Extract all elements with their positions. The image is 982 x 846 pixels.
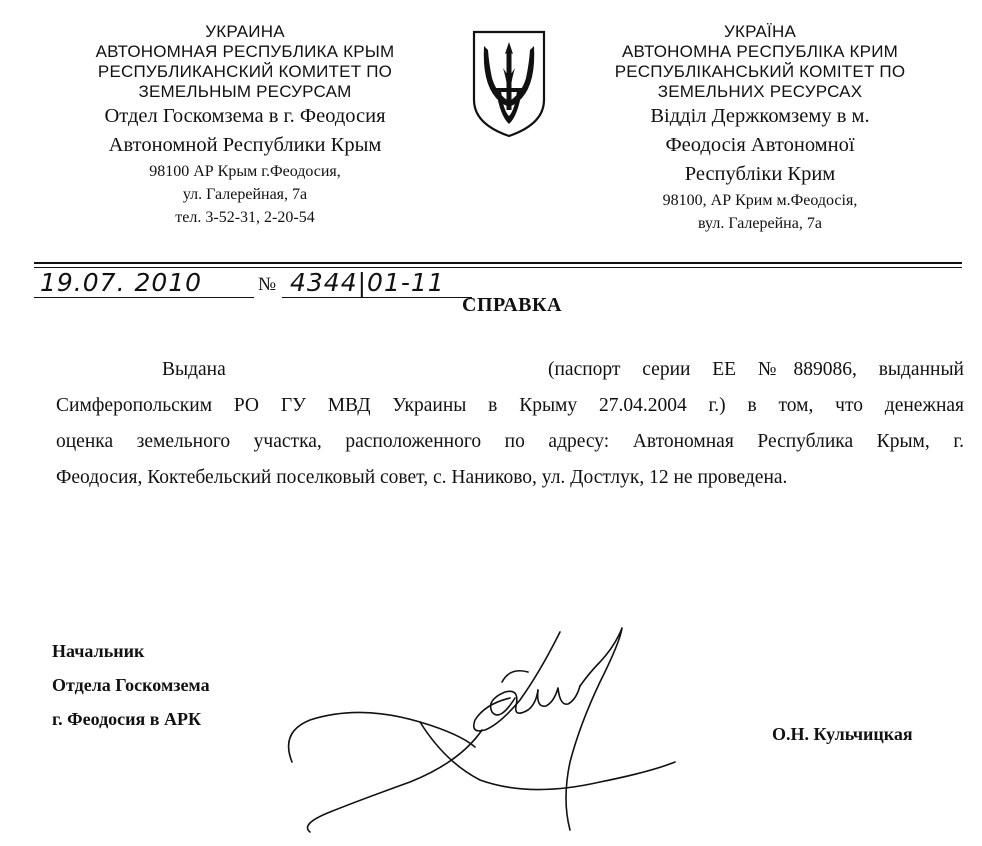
document-title: СПРАВКА (462, 294, 562, 316)
header-left-department-line-1: Отдел Госкомзема в г. Феодосия (104, 105, 386, 127)
document-body (56, 352, 964, 496)
header-left-address-line-2: ул. Галерейная, 7а (182, 186, 308, 203)
number-sign: № (258, 274, 277, 295)
header-left-address-line-1: 98100 АР Крым г.Феодосия, (149, 163, 341, 180)
signatory-position-line-3: г. Феодосия в АРК (52, 709, 202, 729)
body-line-4: Феодосия, Коктебельский поселковый совет, с. Наниково, ул. Достлук, 12 не проведена. (56, 467, 788, 488)
handwritten-signature-icon (270, 612, 690, 842)
trident-coat-of-arms-icon (470, 28, 548, 140)
header-right-department-line-2: Феодосія Автономної (665, 134, 855, 156)
header-left (40, 22, 450, 229)
body-line-1 (56, 352, 964, 388)
header-left-committee-line-2: ЗЕМЕЛЬНЫМ РЕСУРСАМ (138, 82, 352, 101)
header-right-department-line-3: Республіки Крим (684, 163, 836, 185)
header-right-committee-line-1: РЕСПУБЛІКАНСЬКИЙ КОМІТЕТ ПО (614, 62, 906, 81)
header-right (575, 22, 945, 235)
signatory-position-line-2: Отдела Госкомзема (52, 675, 210, 695)
header-divider-thick (34, 262, 962, 264)
registration-number: 4344|01-11 (290, 268, 445, 297)
body-line-2: Симферопольским РО ГУ МВД Украины в Крыму 27.04.2004 г.) в том, что денежная (56, 395, 964, 416)
header-right-republic: АВТОНОМНА РЕСПУБЛІКА КРИМ (622, 42, 898, 61)
header-left-country: УКРАИНА (205, 22, 285, 41)
body-line-3: оценка земельного участка, расположенного по адресу: Автономная Республика Крым, г. (56, 431, 964, 452)
header-right-address-line-1: 98100, АР Крим м.Феодосія, (662, 192, 858, 209)
body-line-1-text: (паспорт серии ЕЕ №889086, выданный (548, 359, 964, 380)
issued-to-label: Выдана (162, 359, 226, 380)
header-right-department-line-1: Відділ Держкомзему в м. (650, 105, 870, 127)
signatory-name: О.Н. Кульчицкая (772, 724, 913, 744)
header-right-country: УКРАЇНА (724, 22, 796, 41)
header-right-address-line-2: вул. Галерейна, 7а (698, 215, 822, 232)
header-left-republic: АВТОНОМНАЯ РЕСПУБЛИКА КРЫМ (95, 42, 395, 61)
registration-date: 19.07. 2010 (40, 268, 203, 297)
header-left-department-line-2: Автономной Республики Крым (108, 134, 382, 156)
signatory-position-line-1: Начальник (52, 641, 145, 661)
header-left-committee-line-1: РЕСПУБЛИКАНСКИЙ КОМИТЕТ ПО (97, 62, 393, 81)
signatory-position (52, 634, 210, 736)
header-right-committee-line-2: ЗЕМЕЛЬНИХ РЕСУРСАХ (657, 82, 863, 101)
document-title-row (0, 294, 982, 317)
header-left-phones: тел. 3-52-31, 2-20-54 (175, 209, 315, 226)
